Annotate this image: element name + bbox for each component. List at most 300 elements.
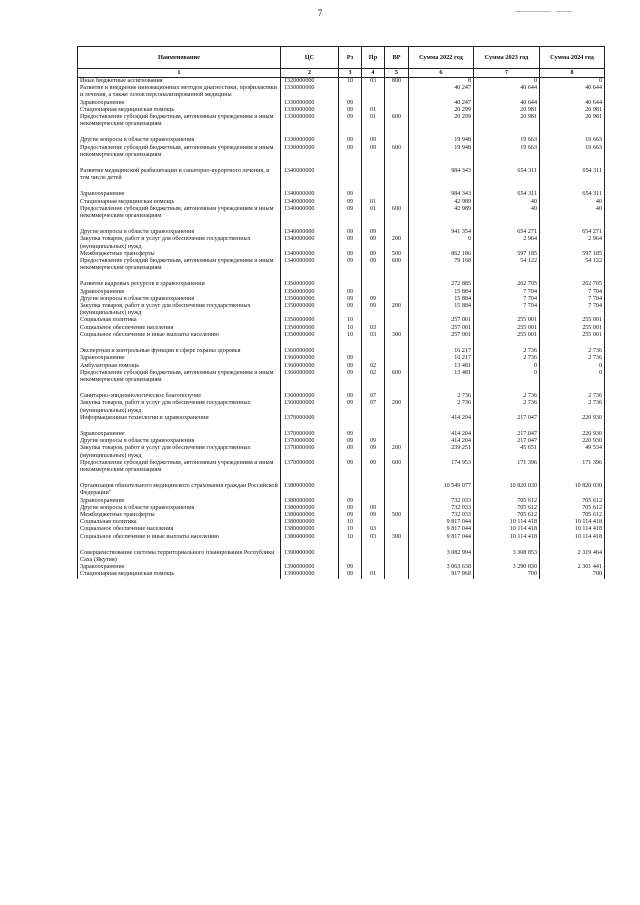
- cell-sum-2023: 654 311: [474, 191, 540, 198]
- cell-name: Другие вопросы в области здравоохранения: [78, 296, 281, 303]
- cell-pr: 01: [362, 114, 385, 128]
- spacer-cell: [78, 541, 281, 550]
- cell-sum-2024: 255 001: [540, 317, 605, 324]
- spacer-cell: [385, 541, 409, 550]
- cell-rz: 09: [339, 431, 362, 438]
- cell-name: Здравоохранение: [78, 431, 281, 438]
- cell-pr: [362, 498, 385, 505]
- spacer-cell: [409, 541, 474, 550]
- cell-name: Другие вопросы в области здравоохранения: [78, 438, 281, 445]
- column-number: 6: [409, 69, 474, 78]
- cell-sum-2024: 40 644: [540, 85, 605, 99]
- table-row: [78, 100, 605, 107]
- spacer-cell: [281, 384, 339, 393]
- spacer-cell: [409, 272, 474, 281]
- spacer-cell: [339, 474, 362, 483]
- spacer-cell: [474, 384, 540, 393]
- cell-pr: 07: [362, 393, 385, 400]
- cell-vr: [385, 325, 409, 332]
- table-row: [78, 85, 605, 99]
- cell-sum-2024: 700: [540, 571, 605, 578]
- spacer-cell: [78, 159, 281, 168]
- cell-sum-2022: 16 217: [409, 355, 474, 362]
- spacer-cell: [78, 182, 281, 191]
- cell-sum-2022: 9 817 044: [409, 519, 474, 526]
- cell-sum-2022: 239 251: [409, 445, 474, 459]
- cell-vr: 300: [385, 534, 409, 541]
- cell-sum-2024: 0: [540, 370, 605, 384]
- cell-sum-2022: 984 343: [409, 168, 474, 182]
- cell-cs: 1380000000: [281, 519, 339, 526]
- cell-sum-2024: 54 122: [540, 258, 605, 272]
- cell-cs: 1380000000: [281, 505, 339, 512]
- cell-vr: [385, 100, 409, 107]
- cell-vr: [385, 281, 409, 288]
- cell-sum-2023: 7 704: [474, 303, 540, 317]
- spacer-cell: [540, 422, 605, 431]
- cell-rz: 09: [339, 191, 362, 198]
- cell-sum-2022: 414 204: [409, 431, 474, 438]
- header-y2023: Сумма 2023 год: [474, 47, 540, 69]
- cell-sum-2023: 19 663: [474, 145, 540, 159]
- table-row: [78, 534, 605, 541]
- cell-name: Здравоохранение: [78, 498, 281, 505]
- cell-cs: 1360000000: [281, 348, 339, 355]
- cell-name: Развитие медицинской реабилитации и санаторно-курортного лечения, в том числе детей: [78, 168, 281, 182]
- cell-name: Предоставление субсидий бюджетным, автономным учреждениям и иным некоммерческим организациям: [78, 258, 281, 272]
- spacer-row: [78, 182, 605, 191]
- cell-cs: 1380000000: [281, 526, 339, 533]
- cell-sum-2024: 2 319 464: [540, 550, 605, 564]
- cell-sum-2023: 40 644: [474, 100, 540, 107]
- cell-cs: 1370000000: [281, 415, 339, 422]
- cell-rz: 09: [339, 206, 362, 220]
- cell-rz: 09: [339, 107, 362, 114]
- spacer-cell: [409, 339, 474, 348]
- cell-cs: 1350000000: [281, 289, 339, 296]
- spacer-cell: [474, 128, 540, 137]
- table-row: [78, 363, 605, 370]
- cell-rz: 09: [339, 229, 362, 236]
- spacer-cell: [474, 159, 540, 168]
- table-row: [78, 107, 605, 114]
- column-number: 2: [281, 69, 339, 78]
- cell-vr: [385, 438, 409, 445]
- cell-sum-2022: 19 948: [409, 137, 474, 144]
- spacer-cell: [339, 339, 362, 348]
- cell-sum-2023: 10 114 418: [474, 519, 540, 526]
- cell-name: Закупка товаров, работ и услуг для обеспечения государственных (муниципальных) нужд: [78, 445, 281, 459]
- cell-rz: 09: [339, 258, 362, 272]
- cell-sum-2023: 705 612: [474, 498, 540, 505]
- cell-sum-2024: 220 930: [540, 415, 605, 422]
- spacer-cell: [540, 159, 605, 168]
- spacer-cell: [339, 159, 362, 168]
- header-pr: Пр: [362, 47, 385, 69]
- spacer-cell: [409, 384, 474, 393]
- cell-name: Здравоохранение: [78, 191, 281, 198]
- cell-sum-2022: 917 968: [409, 571, 474, 578]
- table-row: [78, 114, 605, 128]
- cell-pr: 03: [362, 332, 385, 339]
- spacer-cell: [281, 220, 339, 229]
- cell-pr: 03: [362, 526, 385, 533]
- cell-pr: 03: [362, 325, 385, 332]
- spacer-cell: [409, 159, 474, 168]
- cell-name: Другие вопросы в области здравоохранения: [78, 229, 281, 236]
- cell-sum-2022: 16 217: [409, 348, 474, 355]
- cell-sum-2024: 597 185: [540, 251, 605, 258]
- cell-rz: [339, 281, 362, 288]
- cell-name: Стационарная медицинская помощь: [78, 107, 281, 114]
- cell-pr: [362, 289, 385, 296]
- spacer-row: [78, 272, 605, 281]
- cell-sum-2023: 597 185: [474, 251, 540, 258]
- spacer-cell: [281, 339, 339, 348]
- cell-pr: [362, 355, 385, 362]
- cell-vr: 600: [385, 258, 409, 272]
- cell-sum-2023: 2 736: [474, 400, 540, 414]
- cell-name: Социальная политика: [78, 317, 281, 324]
- spacer-cell: [409, 474, 474, 483]
- cell-name: Организация обязательного медицинского страхования граждан Российской Федерации": [78, 483, 281, 497]
- cell-name: Межбюджетные трансферты: [78, 251, 281, 258]
- spacer-cell: [362, 272, 385, 281]
- cell-sum-2022: 0: [409, 236, 474, 250]
- cell-sum-2022: 414 204: [409, 415, 474, 422]
- cell-sum-2022: 257 001: [409, 317, 474, 324]
- cell-name: Экспертная и контрольные функции в сфере охраны здоровья: [78, 348, 281, 355]
- spacer-cell: [474, 272, 540, 281]
- table-body: [78, 78, 605, 579]
- spacer-cell: [281, 541, 339, 550]
- cell-pr: [362, 191, 385, 198]
- column-number: 8: [540, 69, 605, 78]
- cell-sum-2023: 7 704: [474, 289, 540, 296]
- cell-rz: [339, 168, 362, 182]
- cell-sum-2022: 10 549 077: [409, 483, 474, 497]
- spacer-cell: [409, 128, 474, 137]
- cell-name: Развитие и внедрение инновационных методов диагностики, профилактики и лечения, а также основ персонализированной медицины: [78, 85, 281, 99]
- cell-sum-2022: 15 884: [409, 303, 474, 317]
- spacer-cell: [385, 128, 409, 137]
- cell-cs: 1340000000: [281, 236, 339, 250]
- cell-sum-2024: 40: [540, 199, 605, 206]
- table-row: [78, 460, 605, 474]
- cell-rz: 10: [339, 332, 362, 339]
- cell-pr: [362, 564, 385, 571]
- cell-sum-2024: 0: [540, 363, 605, 370]
- cell-vr: [385, 498, 409, 505]
- cell-vr: [385, 505, 409, 512]
- spacer-cell: [362, 422, 385, 431]
- cell-cs: 1330000000: [281, 107, 339, 114]
- cell-rz: [339, 483, 362, 497]
- cell-rz: [339, 85, 362, 99]
- cell-cs: 1360000000: [281, 370, 339, 384]
- spacer-cell: [540, 541, 605, 550]
- cell-name: Социальное обеспечение и иные выплаты населению: [78, 332, 281, 339]
- cell-cs: 1350000000: [281, 332, 339, 339]
- cell-sum-2024: 0: [540, 78, 605, 86]
- cell-cs: 1370000000: [281, 445, 339, 459]
- cell-sum-2023: 20 981: [474, 107, 540, 114]
- spacer-cell: [474, 339, 540, 348]
- spacer-cell: [362, 339, 385, 348]
- cell-vr: [385, 355, 409, 362]
- cell-name: Амбулаторная помощь: [78, 363, 281, 370]
- cell-name: Здравоохранение: [78, 100, 281, 107]
- cell-sum-2024: 7 704: [540, 289, 605, 296]
- cell-sum-2023: 10 114 418: [474, 526, 540, 533]
- cell-name: Развитие кадровых ресурсов в здравоохранении: [78, 281, 281, 288]
- cell-pr: [362, 317, 385, 324]
- cell-sum-2024: 19 663: [540, 145, 605, 159]
- table-row: [78, 258, 605, 272]
- cell-sum-2024: 20 981: [540, 114, 605, 128]
- column-number: 3: [339, 69, 362, 78]
- cell-vr: [385, 137, 409, 144]
- cell-vr: [385, 363, 409, 370]
- table-row: [78, 168, 605, 182]
- cell-sum-2024: 2 736: [540, 400, 605, 414]
- cell-sum-2023: 7 704: [474, 296, 540, 303]
- table-row: [78, 526, 605, 533]
- spacer-cell: [540, 182, 605, 191]
- cell-rz: 09: [339, 137, 362, 144]
- cell-pr: 03: [362, 534, 385, 541]
- cell-rz: 09: [339, 363, 362, 370]
- cell-sum-2024: 10 114 418: [540, 534, 605, 541]
- cell-vr: [385, 415, 409, 422]
- cell-sum-2022: 272 885: [409, 281, 474, 288]
- cell-name: Другие вопросы в области здравоохранения: [78, 137, 281, 144]
- cell-sum-2022: 42 989: [409, 206, 474, 220]
- column-number: 7: [474, 69, 540, 78]
- cell-pr: 02: [362, 363, 385, 370]
- cell-pr: [362, 348, 385, 355]
- cell-pr: [362, 483, 385, 497]
- cell-cs: 1360000000: [281, 393, 339, 400]
- cell-sum-2023: 262 705: [474, 281, 540, 288]
- column-number: 1: [78, 69, 281, 78]
- cell-pr: [362, 415, 385, 422]
- cell-vr: [385, 191, 409, 198]
- table-row: [78, 348, 605, 355]
- cell-cs: 1380000000: [281, 534, 339, 541]
- cell-vr: [385, 296, 409, 303]
- cell-cs: 1340000000: [281, 191, 339, 198]
- cell-sum-2022: 174 953: [409, 460, 474, 474]
- cell-cs: 1370000000: [281, 438, 339, 445]
- cell-sum-2024: 40 644: [540, 100, 605, 107]
- cell-name: Здравоохранение: [78, 289, 281, 296]
- spacer-cell: [78, 474, 281, 483]
- cell-name: Предоставление субсидий бюджетным, автономным учреждениям и иным некоммерческим организациям: [78, 114, 281, 128]
- cell-vr: [385, 168, 409, 182]
- cell-vr: [385, 393, 409, 400]
- cell-vr: [385, 483, 409, 497]
- cell-sum-2024: 220 930: [540, 438, 605, 445]
- cell-sum-2023: 171 396: [474, 460, 540, 474]
- spacer-cell: [474, 220, 540, 229]
- cell-sum-2022: 732 033: [409, 498, 474, 505]
- table-row: [78, 415, 605, 422]
- cell-vr: 600: [385, 460, 409, 474]
- cell-vr: 500: [385, 512, 409, 519]
- cell-cs: 1350000000: [281, 317, 339, 324]
- cell-pr: 01: [362, 206, 385, 220]
- cell-cs: 1370000000: [281, 431, 339, 438]
- scan-mark: [556, 11, 572, 12]
- table-row: [78, 206, 605, 220]
- cell-sum-2022: 40 247: [409, 100, 474, 107]
- header-y2024: Сумма 2024 год: [540, 47, 605, 69]
- cell-sum-2022: 40 247: [409, 85, 474, 99]
- cell-vr: 200: [385, 445, 409, 459]
- cell-name: Предоставление субсидий бюджетным, автономным учреждениям и иным некоммерческим организациям: [78, 145, 281, 159]
- spacer-cell: [339, 220, 362, 229]
- spacer-cell: [540, 384, 605, 393]
- spacer-cell: [385, 272, 409, 281]
- cell-sum-2023: 0: [474, 78, 540, 86]
- cell-cs: 1330000000: [281, 100, 339, 107]
- cell-rz: 10: [339, 534, 362, 541]
- cell-sum-2024: 2 736: [540, 355, 605, 362]
- table-row: [78, 355, 605, 362]
- cell-pr: [362, 519, 385, 526]
- cell-sum-2023: 2 736: [474, 348, 540, 355]
- cell-sum-2022: 20 299: [409, 107, 474, 114]
- cell-sum-2023: 217 047: [474, 438, 540, 445]
- cell-sum-2023: 2 736: [474, 393, 540, 400]
- cell-vr: [385, 571, 409, 578]
- cell-sum-2023: 654 311: [474, 168, 540, 182]
- cell-sum-2023: 3 290 830: [474, 564, 540, 571]
- spacer-cell: [540, 272, 605, 281]
- cell-name: Закупка товаров, работ и услуг для обеспечения государственных (муниципальных) нужд: [78, 303, 281, 317]
- cell-cs: 1340000000: [281, 229, 339, 236]
- cell-name: Информационные технологии в здравоохранении: [78, 415, 281, 422]
- cell-vr: 200: [385, 303, 409, 317]
- cell-vr: 600: [385, 114, 409, 128]
- header-y2022: Сумма 2022 год: [409, 47, 474, 69]
- table-row: [78, 251, 605, 258]
- cell-rz: 09: [339, 100, 362, 107]
- cell-rz: 10: [339, 325, 362, 332]
- cell-rz: 09: [339, 460, 362, 474]
- cell-name: Предоставление субсидий бюджетным, автономным учреждениям и иным некоммерческим организациям: [78, 206, 281, 220]
- cell-rz: 09: [339, 296, 362, 303]
- cell-sum-2023: 19 663: [474, 137, 540, 144]
- column-number: 4: [362, 69, 385, 78]
- spacer-cell: [474, 474, 540, 483]
- cell-sum-2023: 3 308 853: [474, 550, 540, 564]
- cell-sum-2024: 2 301 441: [540, 564, 605, 571]
- cell-rz: 09: [339, 498, 362, 505]
- cell-name: Совершенствование системы территориального планирования Республики Саха (Якутия): [78, 550, 281, 564]
- cell-pr: 01: [362, 571, 385, 578]
- cell-vr: 600: [385, 145, 409, 159]
- table-row: [78, 296, 605, 303]
- cell-pr: 09: [362, 229, 385, 236]
- spacer-row: [78, 422, 605, 431]
- cell-cs: 1360000000: [281, 355, 339, 362]
- spacer-row: [78, 474, 605, 483]
- cell-sum-2023: 705 612: [474, 505, 540, 512]
- cell-sum-2023: 54 122: [474, 258, 540, 272]
- spacer-cell: [540, 220, 605, 229]
- cell-sum-2023: 700: [474, 571, 540, 578]
- cell-sum-2023: 10 114 418: [474, 534, 540, 541]
- spacer-cell: [385, 159, 409, 168]
- table-row: [78, 137, 605, 144]
- cell-vr: 200: [385, 236, 409, 250]
- cell-name: Предоставление субсидий бюджетным, автономным учреждениям и иным некоммерческим организациям: [78, 370, 281, 384]
- cell-sum-2022: 9 817 044: [409, 534, 474, 541]
- spacer-cell: [281, 159, 339, 168]
- spacer-cell: [78, 220, 281, 229]
- table-row: [78, 571, 605, 578]
- cell-vr: [385, 289, 409, 296]
- cell-pr: [362, 100, 385, 107]
- table-row: [78, 332, 605, 339]
- cell-rz: [339, 415, 362, 422]
- cell-vr: [385, 229, 409, 236]
- cell-name: Социальная политика: [78, 519, 281, 526]
- cell-rz: 10: [339, 317, 362, 324]
- cell-rz: 09: [339, 114, 362, 128]
- cell-rz: 09: [339, 445, 362, 459]
- cell-rz: [339, 550, 362, 564]
- cell-cs: 1360000000: [281, 400, 339, 414]
- cell-sum-2023: 255 001: [474, 317, 540, 324]
- cell-sum-2024: 171 396: [540, 460, 605, 474]
- cell-sum-2024: 2 964: [540, 236, 605, 250]
- cell-rz: 09: [339, 251, 362, 258]
- spacer-cell: [281, 128, 339, 137]
- cell-sum-2024: 49 534: [540, 445, 605, 459]
- spacer-cell: [339, 384, 362, 393]
- cell-cs: 1340000000: [281, 168, 339, 182]
- cell-cs: 1330000000: [281, 145, 339, 159]
- cell-sum-2022: 15 884: [409, 289, 474, 296]
- cell-pr: [362, 168, 385, 182]
- cell-sum-2024: 705 612: [540, 512, 605, 519]
- cell-name: Иные бюджетные ассигнования: [78, 78, 281, 86]
- cell-vr: [385, 107, 409, 114]
- cell-cs: 1380000000: [281, 498, 339, 505]
- cell-cs: 1350000000: [281, 281, 339, 288]
- cell-pr: [362, 281, 385, 288]
- cell-name: Закупка товаров, работ и услуг для обеспечения государственных (муниципальных) нужд: [78, 400, 281, 414]
- cell-sum-2022: 414 204: [409, 438, 474, 445]
- cell-sum-2022: 42 989: [409, 199, 474, 206]
- header-cs: ЦС: [281, 47, 339, 69]
- table-row: [78, 303, 605, 317]
- cell-sum-2024: 255 001: [540, 332, 605, 339]
- cell-sum-2022: 13 481: [409, 363, 474, 370]
- cell-sum-2024: 654 271: [540, 229, 605, 236]
- cell-sum-2022: 79 168: [409, 258, 474, 272]
- cell-rz: 09: [339, 289, 362, 296]
- cell-cs: 1380000000: [281, 512, 339, 519]
- table-row: [78, 191, 605, 198]
- spacer-cell: [409, 422, 474, 431]
- cell-sum-2022: 13 481: [409, 370, 474, 384]
- cell-sum-2023: 40: [474, 206, 540, 220]
- spacer-cell: [385, 422, 409, 431]
